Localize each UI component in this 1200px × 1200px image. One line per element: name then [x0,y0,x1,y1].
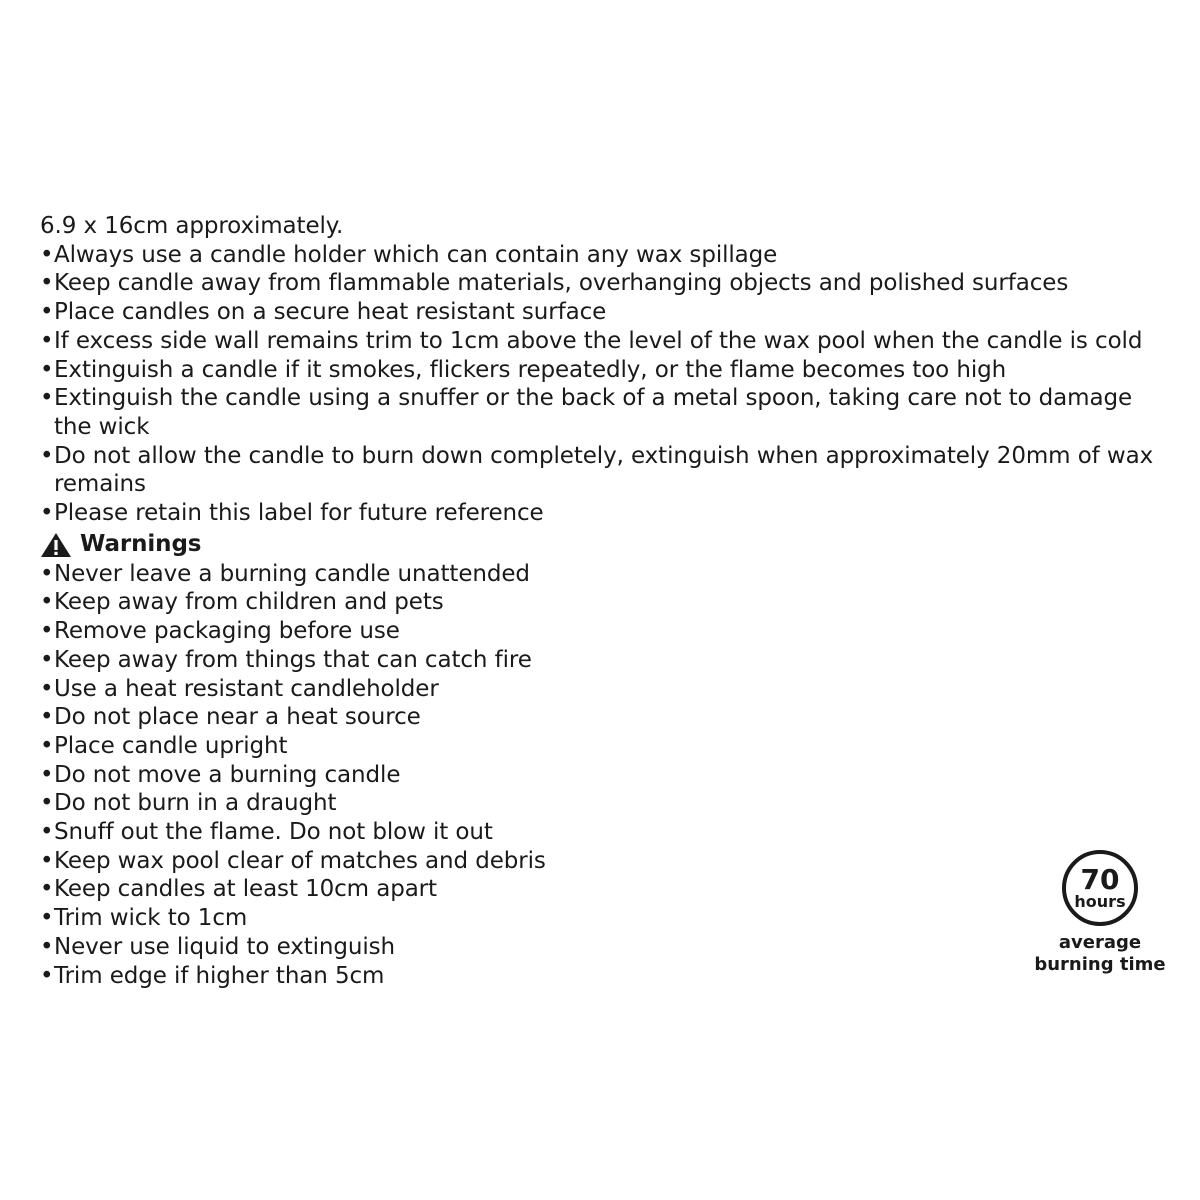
list-item: • Do not allow the candle to burn down completely, extinguish when approximately 20mm of wax remains [40,442,1154,498]
list-item: • Trim wick to 1cm [40,905,248,932]
bullet-icon: • [40,761,54,788]
list-item: • Place candle upright [40,732,288,759]
burning-hours-value: 70 [1080,863,1120,896]
list-item: • Remove packaging before use [40,618,400,645]
bullet-icon: • [40,933,54,960]
bullet-icon: • [40,299,54,326]
bullet-icon: • [40,876,54,903]
list-item: • Place candles on a secure heat resistant surface [40,299,607,326]
warnings-heading [40,530,1160,560]
bullet-icon: • [40,847,54,874]
bullet-icon: • [40,790,54,817]
bullet-icon: • [40,905,54,932]
bullet-icon: • [40,560,54,587]
bullet-icon: • [40,589,54,616]
burning-hours-unit: hours [1074,892,1126,911]
list-item: • Never use liquid to extinguish [40,933,396,960]
list-item: • Snuff out the flame. Do not blow it out [40,819,493,846]
burning-time-caption: average burning time [1034,932,1166,975]
bullet-icon: • [40,356,54,383]
list-item: • Keep wax pool clear of matches and debris [40,847,546,874]
bullet-icon: • [40,732,54,759]
list-item: • Extinguish a candle if it smokes, flickers repeatedly, or the flame becomes too high [40,356,1007,383]
list-item: • If excess side wall remains trim to 1cm above the level of the wax pool when the candle is cold [40,327,1143,354]
warning-triangle-icon [40,532,72,558]
list-item: • Do not burn in a draught [40,790,337,817]
bullet-icon: • [40,327,54,354]
list-item: • Keep away from children and pets [40,589,444,616]
list-item: • Always use a candle holder which can contain any wax spillage [40,241,778,268]
bullet-icon: • [40,500,54,527]
warnings-title: Warnings [80,531,202,558]
bullet-icon: • [40,704,54,731]
burning-time-badge [1030,850,1170,976]
bullet-icon: • [40,675,54,702]
burning-time-circle [1062,850,1138,926]
care-instructions-list [40,241,1160,528]
warnings-list [40,560,1160,991]
bullet-icon: • [40,819,54,846]
bullet-icon: • [40,270,54,297]
bullet-icon: • [40,241,54,268]
list-item: • Extinguish the candle using a snuffer or the back of a metal spoon, taking care not to damage the wick [40,385,1133,440]
list-item: • Keep candle away from flammable materials, overhanging objects and polished surfaces [40,270,1069,297]
list-item: • Use a heat resistant candleholder [40,675,439,702]
list-item: • Do not move a burning candle [40,761,401,788]
bullet-icon: • [40,385,54,412]
list-item: • Never leave a burning candle unattended [40,560,530,587]
list-item: • Keep candles at least 10cm apart [40,876,437,903]
bullet-icon: • [40,962,54,989]
bullet-icon: • [40,618,54,645]
list-item: • Please retain this label for future reference [40,500,544,527]
candle-label [40,212,1160,990]
list-item: • Do not place near a heat source [40,704,421,731]
size-text: 6.9 x 16cm approximately. [40,213,344,239]
bullet-icon: • [40,442,54,469]
list-item: • Keep away from things that can catch fire [40,646,532,673]
bullet-icon: • [40,646,54,673]
list-item: • Trim edge if higher than 5cm [40,962,385,989]
